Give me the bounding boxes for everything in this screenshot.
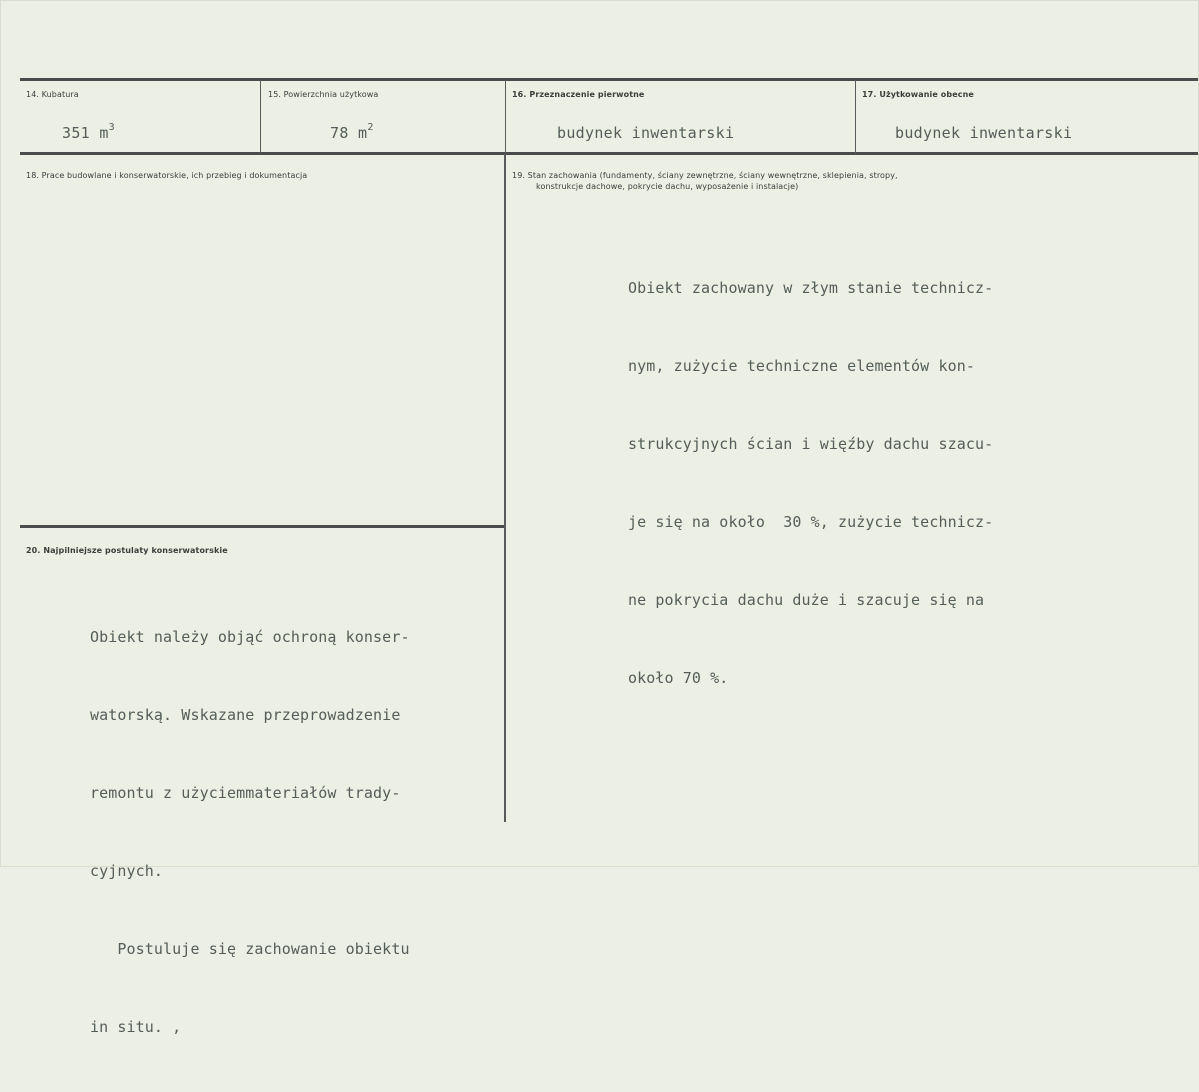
- field-19-line: je się na około 30 %, zużycie technicz-: [628, 513, 994, 531]
- field-15-value: [330, 124, 374, 142]
- field-19-line: strukcyjnych ścian i więźby dachu szacu-: [628, 435, 994, 453]
- field-20-line: Postuluje się zachowanie obiektu: [90, 940, 410, 958]
- divider-16-17: [855, 80, 856, 154]
- field-17-value: budynek inwentarski: [895, 124, 1073, 142]
- field-20-line: cyjnych.: [90, 862, 164, 880]
- field-20-line: in situ. ,: [90, 1018, 182, 1036]
- field-16-value: budynek inwentarski: [557, 124, 735, 142]
- field-16-label: 16. Przeznaczenie pierwotne: [512, 90, 645, 99]
- field-19-label-line1: 19. Stan zachowania (fundamenty, ściany zewnętrzne, ściany wewnętrzne, sklepienia, stropy,: [512, 171, 898, 180]
- divider-15-16: [505, 80, 506, 154]
- field-19-label-line2: konstrukcje dachowe, pokrycie dachu, wyposażenie i instalacje): [536, 182, 799, 191]
- field-19-line: około 70 %.: [628, 669, 729, 687]
- field-14-label: 14. Kubatura: [26, 90, 79, 99]
- field-14-number: 351 m: [62, 124, 109, 142]
- field-15-sup: 2: [367, 122, 374, 133]
- section-20-rule: [20, 525, 504, 528]
- field-19-line: Obiekt zachowany w złym stanie technicz-: [628, 279, 994, 297]
- field-20-line: Obiekt należy objąć ochroną konser-: [90, 628, 410, 646]
- field-18-label: 18. Prace budowlane i konserwatorskie, ich przebieg i dokumentacja: [26, 171, 308, 180]
- row-rule: [20, 152, 1198, 155]
- field-14-sup: 3: [108, 122, 115, 133]
- field-19-line: nym, zużycie techniczne elementów kon-: [628, 357, 975, 375]
- top-rule: [20, 78, 1198, 81]
- field-15-number: 78 m: [330, 124, 368, 142]
- field-20-line: watorską. Wskazane przeprowadzenie: [90, 706, 401, 724]
- field-20-line: remontu z użyciemmateriałów tradу-: [90, 784, 401, 802]
- field-19-text: [628, 223, 993, 743]
- field-20-label: 20. Najpilniejsze postulaty konserwatorskie: [26, 546, 228, 555]
- field-15-label: 15. Powierzchnia użytkowa: [268, 90, 379, 99]
- field-19-line: ne pokrycia dachu duże i szacuje się na: [628, 591, 985, 609]
- field-17-label: 17. Użytkowanie obecne: [862, 90, 974, 99]
- divider-14-15: [260, 80, 261, 154]
- divider-main: [504, 154, 506, 822]
- field-20-text: [90, 572, 410, 1092]
- field-14-value: [62, 124, 115, 142]
